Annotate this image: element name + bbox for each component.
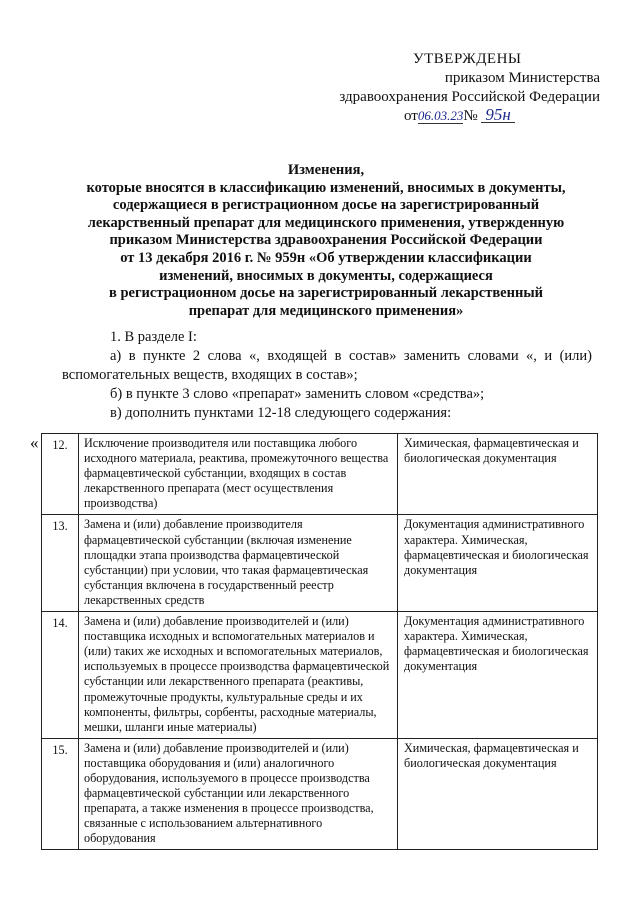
item-b: б) в пункте 3 слово «препарат» заменить словом «средства»; bbox=[110, 386, 485, 402]
table-row bbox=[42, 612, 598, 739]
approval-line-health: здравоохранения Российской Федерации bbox=[339, 89, 600, 105]
heading-line: приказом Министерства здравоохранения Российской Федерации bbox=[109, 232, 543, 249]
number-prefix: № bbox=[463, 108, 478, 124]
heading-line: лекарственный препарат для медицинского применения, утвержденную bbox=[87, 214, 565, 231]
row-number: 12. bbox=[42, 434, 79, 515]
document-body bbox=[62, 328, 592, 423]
documentation-type: Документация административного характера. Химическая, фармацевтическая и биологическая документация bbox=[398, 612, 598, 739]
approval-line-ministry: приказом Министерства bbox=[444, 70, 600, 86]
table-row bbox=[42, 434, 598, 515]
change-description: Замена и (или) добавление производителей и (или) поставщика исходных и вспомогательных материалов и (или) таких же исходных и вспомогательных материалов, используемых в процессе производства фармацевтической субстанции или лекарственного препарата (реактивы, промежуточные продукты, культуральные среды и их компоненты, фильтры, сорбенты, расходные материалы, мешки, шланги иные материалы) bbox=[79, 612, 398, 739]
approval-title: УТВЕРЖДЕНЫ bbox=[413, 51, 522, 67]
table-row bbox=[42, 738, 598, 850]
change-description: Замена и (или) добавление производителей и (или) поставщика оборудования и (или) аналогичного оборудования, используемого в процессе производства фармацевтической субстанции или лекарственного препарата, а также изменения в процессе производства, связанные с использованием альтернативного оборудования bbox=[79, 738, 398, 850]
document-heading bbox=[60, 162, 592, 320]
change-description: Исключение производителя или поставщика любого исходного материала, реактива, промежуточного вещества фармацевтической субстанции, входящих в состав лекарственного препарата (мест осуществления производства) bbox=[79, 434, 398, 515]
approval-block bbox=[300, 50, 600, 126]
documentation-type: Химическая, фармацевтическая и биологическая документация bbox=[398, 434, 598, 515]
row-number: 13. bbox=[42, 515, 79, 612]
change-description: Замена и (или) добавление производителя фармацевтической субстанции (включая изменение площадки этапа производства фармацевтической субстанции) при условии, что такая фармацевтическая субстанция включена в государственный реестр лекарственных средств bbox=[79, 515, 398, 612]
table-row bbox=[42, 515, 598, 612]
section-intro: 1. В разделе I: bbox=[110, 329, 197, 345]
heading-line: которые вносятся в классификацию изменений, вносимых в документы, bbox=[86, 179, 566, 196]
approval-date-number bbox=[300, 107, 600, 126]
documentation-type: Документация административного характера. Химическая, фармацевтическая и биологическая документация bbox=[398, 515, 598, 612]
heading-line: изменений, вносимых в документы, содержащиеся bbox=[159, 267, 493, 284]
opening-quote-mark: « bbox=[30, 433, 39, 452]
documentation-type: Химическая, фармацевтическая и биологическая документация bbox=[398, 738, 598, 850]
row-number: 15. bbox=[42, 738, 79, 850]
item-a: а) в пункте 2 слова «, входящей в состав» заменить словами «, и (или) вспомогательных веществ, входящих в состав»; bbox=[62, 348, 592, 383]
heading-line: от 13 декабря 2016 г. № 959н «Об утверждении классификации bbox=[120, 249, 532, 266]
handwritten-date: 06.03.23 bbox=[417, 108, 464, 123]
heading-line: препарат для медицинского применения» bbox=[188, 302, 464, 319]
heading-line: содержащиеся в регистрационном досье на зарегистрированный bbox=[112, 197, 540, 214]
date-prefix: от bbox=[404, 108, 418, 124]
changes-table bbox=[41, 433, 598, 850]
heading-line: в регистрационном досье на зарегистрированный лекарственный bbox=[108, 285, 543, 302]
item-c: в) дополнить пунктами 12-18 следующего содержания: bbox=[110, 405, 452, 421]
heading-line: Изменения, bbox=[287, 162, 365, 178]
row-number: 14. bbox=[42, 612, 79, 739]
handwritten-number: 95н bbox=[481, 108, 514, 123]
